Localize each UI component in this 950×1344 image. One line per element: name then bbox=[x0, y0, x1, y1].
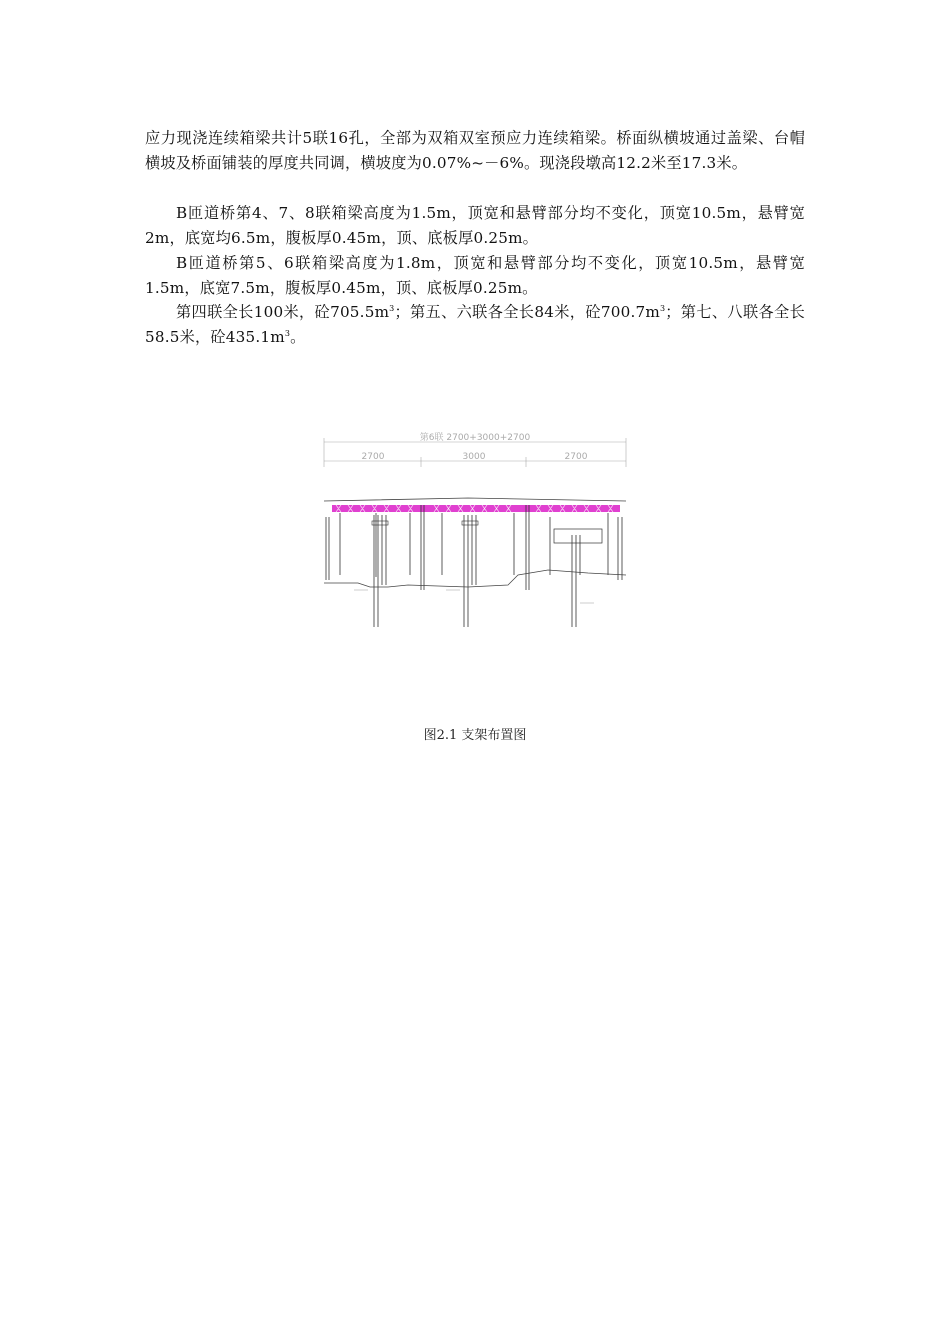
figure-caption: 图2.1 支架布置图 bbox=[423, 728, 527, 743]
p4-part-a: 第四联全长100米，砼705.5m bbox=[176, 303, 390, 321]
paragraph-3-text: B匝道桥第5、6联箱梁高度为1.8m，顶宽和悬臂部分均不变化，顶宽10.5m，悬臂宽1.5m，底宽7.5m，腹板厚0.45m，顶、底板厚0.25m。 bbox=[145, 254, 805, 297]
paragraph-4 bbox=[145, 300, 805, 349]
support-columns bbox=[326, 505, 622, 627]
span-label-3: 2700 bbox=[564, 452, 588, 462]
paragraph-2 bbox=[145, 201, 805, 250]
p4-sup-3: 3 bbox=[284, 328, 291, 338]
p4-part-b: ；第五、六联各全长84米，砼700.7m bbox=[394, 303, 660, 321]
p4-part-d: 。 bbox=[290, 327, 306, 346]
deck-band bbox=[332, 505, 620, 512]
paragraph-2-text: B匝道桥第4、7、8联箱梁高度为1.5m，顶宽和悬臂部分均不变化，顶宽10.5m，悬臂宽2m，底宽均6.5m，腹板厚0.45m，顶、底板厚0.25m。 bbox=[145, 204, 805, 247]
paragraph-1-text: 应力现浇连续箱梁共计5联16孔，全部为双箱双室预应力连续箱梁。桥面纵横坡通过盖梁、台帽横坡及桥面铺装的厚度共同调，横坡度为0.07%~－6%。现浇段墩高12.2米至17.3米。 bbox=[145, 129, 805, 172]
span-label-2: 3000 bbox=[462, 452, 486, 462]
span-label-1: 2700 bbox=[361, 452, 385, 462]
deck-profile bbox=[324, 498, 626, 501]
support-layout-figure bbox=[318, 425, 634, 635]
ground-line bbox=[324, 570, 626, 587]
support-layout-drawing bbox=[318, 425, 634, 635]
pier-cap bbox=[554, 529, 602, 543]
top-dimension-label: 第6联 2700+3000+2700 bbox=[419, 433, 531, 443]
p4-sup-2: 3 bbox=[659, 303, 666, 313]
p4-part-c: ；第七、八联各全长58.5米，砼435.1m bbox=[145, 303, 805, 346]
dimension-ticks bbox=[354, 590, 594, 603]
paragraph-1 bbox=[145, 126, 805, 175]
p4-sup-1: 3 bbox=[389, 303, 395, 313]
paragraph-3 bbox=[145, 251, 805, 300]
